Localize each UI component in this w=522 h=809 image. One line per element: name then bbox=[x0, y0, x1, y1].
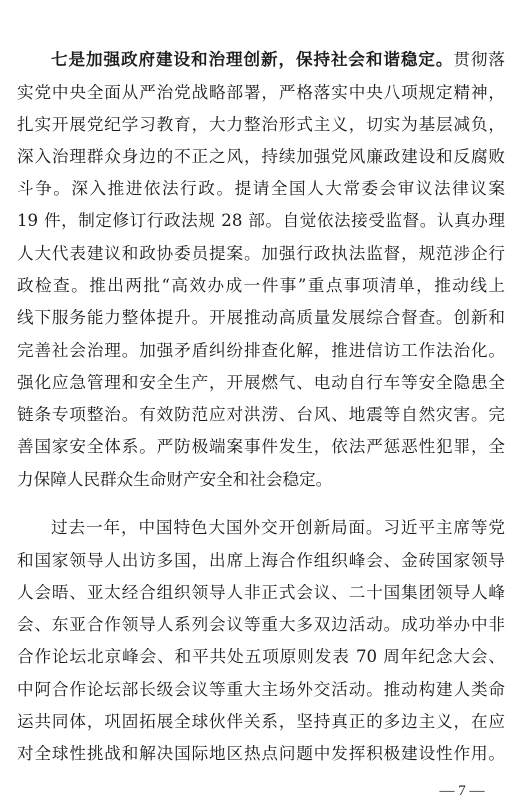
paragraph-line: 完善社会治理。加强矛盾纠纷排查化解，推进信访工作法治化。 bbox=[17, 341, 505, 360]
paragraph-text: 贯彻落 bbox=[453, 50, 505, 69]
paragraph-line: 善国家安全体系。严防极端案事件发生，依法严惩恶性犯罪，全 bbox=[17, 437, 505, 456]
paragraph-line: 深入治理群众身边的不正之风，持续加强党风廉政建设和反腐败 bbox=[17, 147, 505, 166]
paragraph-line: 运共同体，巩固拓展全球伙伴关系，坚持真正的多边主义，在应 bbox=[17, 712, 505, 731]
paragraph-line: 会、东亚合作领导人系列会议等重大多双边活动。成功举办中非 bbox=[17, 615, 505, 634]
paragraph-line: 人大代表建议和政协委员提案。加强行政执法监督，规范涉企行 bbox=[17, 244, 505, 263]
paragraph-line: 强化应急管理和安全生产，开展燃气、电动自行车等安全隐患全 bbox=[17, 373, 505, 392]
page-number: — 7 — bbox=[439, 783, 485, 799]
paragraph-lead-heading: 七是加强政府建设和治理创新，保持社会和谐稳定。 bbox=[51, 50, 454, 69]
paragraph-line: 链条专项整治。有效防范应对洪涝、台风、地震等自然灾害。完 bbox=[17, 405, 505, 424]
paragraph-line bbox=[51, 47, 505, 73]
paragraph-line: 中阿合作论坛部长级会议等重大主场外交活动。推动构建人类命 bbox=[17, 680, 505, 699]
paragraph-line: 过去一年，中国特色大国外交开创新局面。习近平主席等党 bbox=[51, 518, 505, 537]
paragraph-line: 19 件，制定修订行政法规 28 部。自觉依法接受监督。认真办理 bbox=[17, 211, 505, 230]
paragraph-line: 力保障人民群众生命财产安全和社会稳定。 bbox=[17, 470, 333, 489]
paragraph-line: 政检查。推出两批“高效办成一件事”重点事项清单，推动线上 bbox=[17, 276, 505, 295]
paragraph-line: 对全球性挑战和解决国际地区热点问题中发挥积极建设性作用。 bbox=[17, 744, 505, 763]
paragraph-line: 实党中央全面从严治党战略部署，严格落实中央八项规定精神， bbox=[17, 83, 505, 102]
paragraph-line: 扎实开展党纪学习教育，大力整治形式主义，切实为基层减负， bbox=[17, 115, 505, 134]
paragraph-line: 斗争。深入推进依法行政。提请全国人大常委会审议法律议案 bbox=[17, 179, 505, 198]
paragraph-line: 人会晤、亚太经合组织领导人非正式会议、二十国集团领导人峰 bbox=[17, 583, 505, 602]
paragraph-line: 合作论坛北京峰会、和平共处五项原则发表 70 周年纪念大会、 bbox=[17, 647, 505, 666]
paragraph-line: 线下服务能力整体提升。开展推动高质量发展综合督查。创新和 bbox=[17, 308, 505, 327]
paragraph-line: 和国家领导人出访多国，出席上海合作组织峰会、金砖国家领导 bbox=[17, 551, 505, 570]
